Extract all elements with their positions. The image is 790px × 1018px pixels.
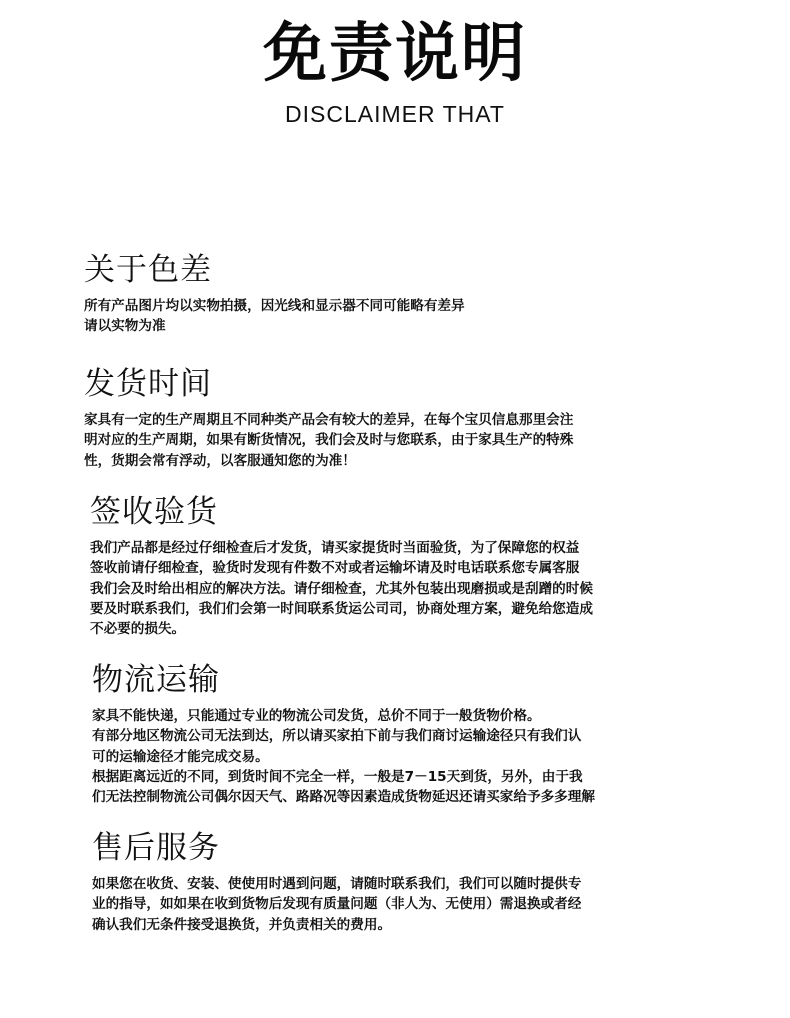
section-paragraph [84, 296, 724, 337]
paragraph-line: 不必要的损失。 [90, 621, 186, 638]
paragraph-line: 我们产品都是经过仔细检查后才发货，请买家提货时当面验货，为了保障您的权益 [90, 540, 580, 556]
section-after-sales [92, 828, 732, 935]
paragraph-line: 签收前请仔细检查，验货时发现有件数不对或者运输坏请及时电话联系您专属客服 [90, 560, 580, 577]
page-title: 免责说明 [263, 17, 527, 91]
paragraph-line: 有部分地区物流公司无法到达，所以请买家拍下前与我们商讨运输途径只有我们认 [92, 728, 582, 745]
section-heading: 售后服务 [92, 830, 220, 866]
paragraph-line: 根据距离远近的不同，到货时间不完全一样，一般是7－15天到货，另外，由于我 [92, 768, 583, 785]
paragraph-line: 们无法控制物流公司偶尔因天气、路路况等因素造成货物延迟还请买家给予多多理解 [92, 789, 595, 806]
page-subtitle: DISCLAIMER THAT [285, 101, 505, 127]
paragraph-line: 确认我们无条件接受退换货，并负责相关的费用。 [92, 916, 392, 933]
section-heading: 签收验货 [90, 494, 218, 530]
paragraph-line: 我们会及时给出相应的解决方法。请仔细检查，尤其外包装出现磨损或是刮蹭的时候 [90, 580, 593, 597]
paragraph-line: 家具有一定的生产周期且不同种类产品会有较大的差异，在每个宝贝信息那里会注 [84, 412, 574, 428]
section-paragraph [84, 410, 724, 471]
paragraph-line: 所有产品图片均以实物拍摄，因光线和显示器不同可能略有差异 [84, 298, 465, 314]
section-color-difference [84, 250, 724, 337]
section-shipping-time [84, 364, 724, 471]
section-heading: 物流运输 [92, 662, 220, 698]
section-heading: 发货时间 [84, 366, 212, 402]
section-inspection [90, 492, 730, 639]
paragraph-line: 要及时联系我们，我们们会第一时间联系货运公司司，协商处理方案，避免给您造成 [90, 600, 593, 617]
paragraph-line: 如果您在收货、安装、使使用时遇到问题，请随时联系我们，我们可以随时提供专 [92, 876, 582, 892]
paragraph-line: 业的指导，如如果在收到货物后发现有质量问题（非人为、无使用）需退换或者经 [92, 896, 582, 913]
section-paragraph [90, 538, 730, 639]
paragraph-line: 可的运输途径才能完成交易。 [92, 748, 269, 765]
section-paragraph [92, 706, 732, 807]
paragraph-line: 性，货期会常有浮动，以客服通知您的为准！ [84, 452, 356, 469]
paragraph-line: 明对应的生产周期，如果有断货情况，我们会及时与您联系，由于家具生产的特殊 [84, 432, 574, 449]
paragraph-line: 请以实物为准 [84, 318, 166, 335]
section-logistics [92, 660, 732, 807]
section-paragraph [92, 874, 732, 935]
section-heading: 关于色差 [84, 252, 212, 288]
paragraph-line: 家具不能快递，只能通过专业的物流公司发货，总价不同于一般货物价格。 [92, 708, 541, 724]
